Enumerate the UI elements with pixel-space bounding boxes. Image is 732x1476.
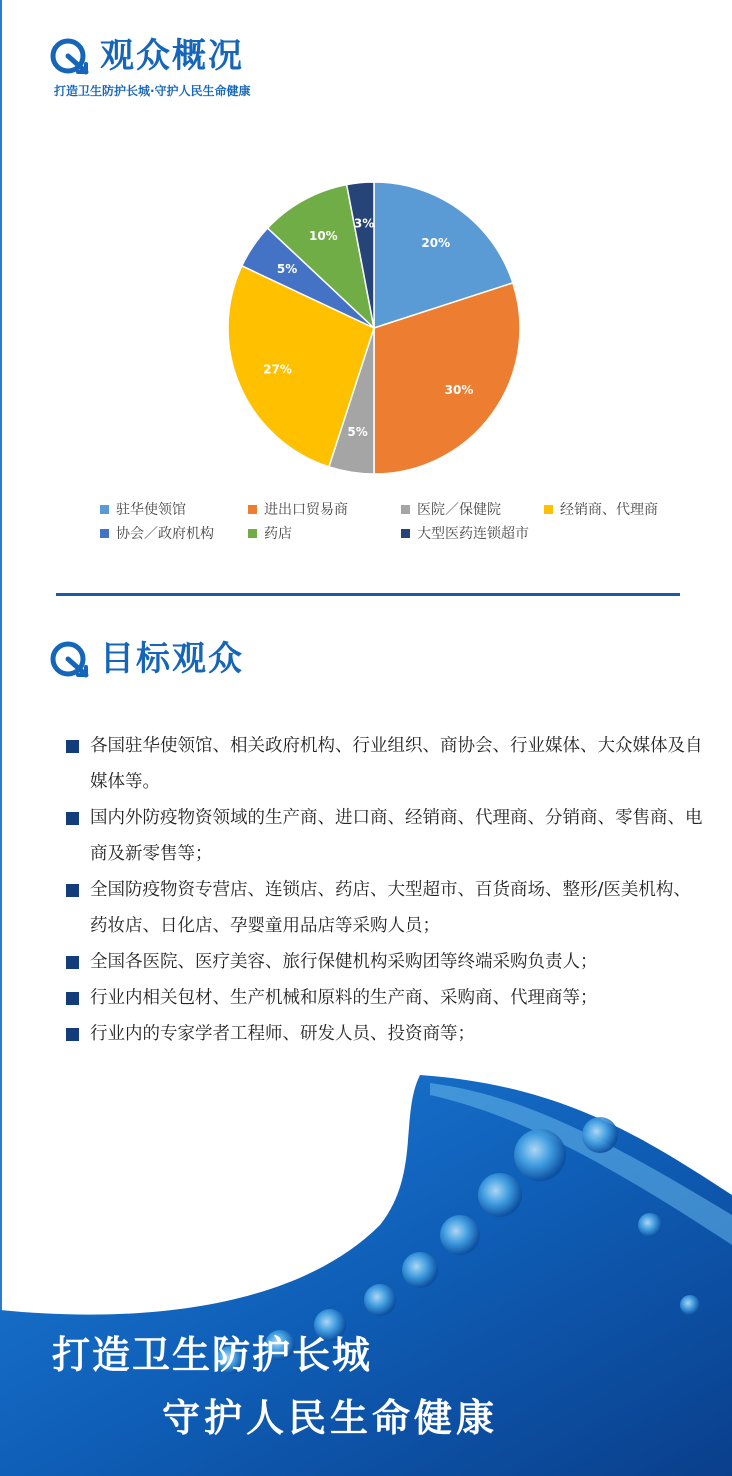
list-item	[66, 980, 706, 1016]
legend-row-1	[100, 497, 720, 521]
legend-label: 经销商、代理商	[560, 502, 658, 518]
legend-label: 医院／保健院	[417, 502, 501, 518]
pie-data-label: 3%	[353, 216, 375, 231]
bullet-square-icon	[66, 956, 79, 969]
page-subtitle: 打造卫生防护长城·守护人民生命健康	[54, 84, 251, 98]
pie-data-label: 30%	[444, 382, 474, 397]
list-item	[66, 944, 706, 980]
legend-swatch	[544, 505, 553, 514]
section-divider	[56, 593, 680, 596]
list-item-text: 各国驻华使领馆、相关政府机构、行业组织、商协会、行业媒体、大众媒体及自媒体等。	[90, 736, 703, 792]
bullet-square-icon	[66, 812, 79, 825]
page-title: 观众概况	[100, 36, 244, 76]
legend-item	[100, 523, 240, 543]
legend-label: 协会／政府机构	[116, 526, 214, 542]
bullet-square-icon	[66, 740, 79, 753]
legend-label: 大型医药连锁超市	[417, 526, 529, 542]
list-item-text: 国内外防疫物资领域的生产商、进口商、经销商、代理商、分销商、零售商、电商及新零售等；	[90, 808, 703, 864]
legend-swatch	[100, 505, 109, 514]
section-title: 目标观众	[100, 639, 244, 679]
list-item	[66, 1016, 706, 1052]
target-audience-header	[48, 637, 244, 681]
pie-data-label: 10%	[308, 228, 338, 243]
legend-swatch	[248, 505, 257, 514]
legend-item	[248, 499, 393, 519]
pie-data-label: 5%	[276, 261, 298, 276]
pie-data-label: 20%	[421, 235, 451, 250]
list-item	[66, 872, 706, 944]
legend-item	[100, 499, 240, 519]
legend-row-2	[100, 521, 720, 545]
bullet-square-icon	[66, 884, 79, 897]
list-item	[66, 800, 706, 872]
footer-slogan-1: 打造卫生防护长城	[52, 1333, 373, 1377]
legend-label: 药店	[264, 526, 292, 542]
legend-item	[544, 499, 658, 519]
footer-slogan-2: 守护人民生命健康	[162, 1396, 499, 1440]
legend-item	[248, 523, 393, 543]
audience-list	[66, 728, 706, 1052]
legend-label: 进出口贸易商	[264, 502, 348, 518]
legend-swatch	[401, 529, 410, 538]
target-arrow-icon	[48, 637, 92, 681]
list-item-text: 行业内的专家学者工程师、研发人员、投资商等；	[90, 1024, 475, 1044]
legend-swatch	[248, 529, 257, 538]
bullet-square-icon	[66, 992, 79, 1005]
list-item-text: 全国各医院、医疗美容、旅行保健机构采购团等终端采购负责人；	[90, 952, 598, 972]
legend-item	[401, 523, 529, 543]
pie-data-label: 5%	[347, 424, 368, 439]
list-item	[66, 728, 706, 800]
list-item-text: 行业内相关包材、生产机械和原料的生产商、采购商、代理商等；	[90, 988, 598, 1008]
list-item-text: 全国防疫物资专营店、连锁店、药店、大型超市、百货商场、整形/医美机构、药妆店、日化店、孕婴童用品店等采购人员；	[90, 880, 691, 936]
chart-legend	[100, 497, 720, 545]
legend-swatch	[401, 505, 410, 514]
legend-item	[401, 499, 536, 519]
legend-label: 驻华使领馆	[116, 502, 186, 518]
legend-swatch	[100, 529, 109, 538]
bullet-square-icon	[66, 1028, 79, 1041]
pie-data-label: 27%	[263, 362, 292, 377]
